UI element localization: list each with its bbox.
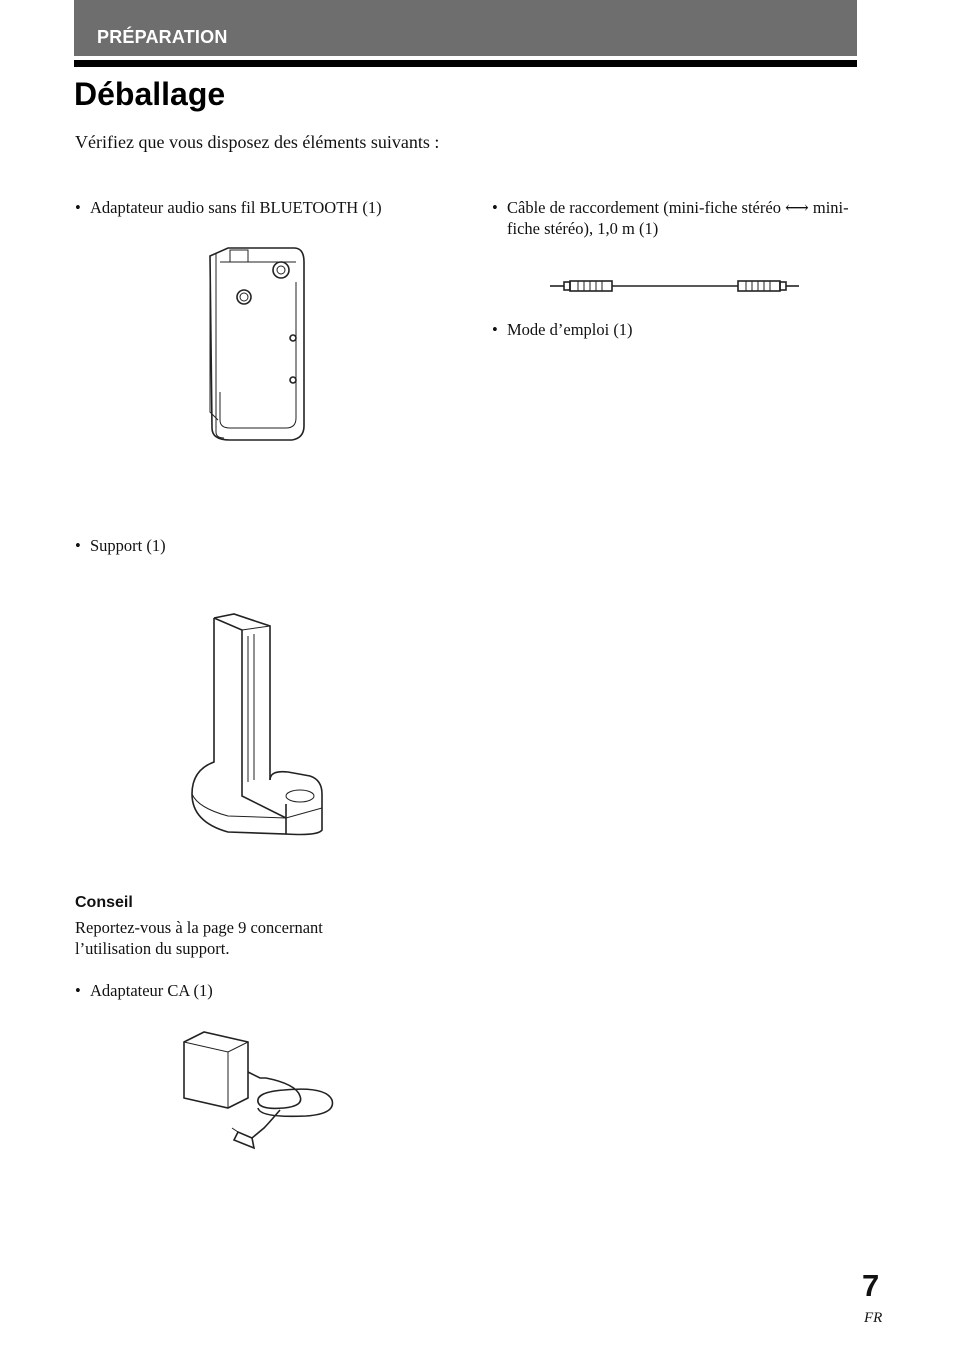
bullet-dot: • (75, 536, 81, 555)
bullet-dot: • (75, 198, 81, 217)
stand-illustration (188, 612, 328, 842)
bluetooth-adapter-illustration (200, 242, 312, 447)
section-label: PRÉPARATION (97, 27, 228, 47)
list-item-manual (492, 319, 852, 340)
list-item-stand (75, 535, 445, 556)
item-label: Support (1) (90, 536, 166, 555)
list-item-bluetooth-adapter (75, 197, 445, 218)
item-label: Adaptateur CA (1) (90, 981, 213, 1000)
bullet-dot: • (75, 981, 81, 1000)
list-item-ac-adapter (75, 980, 445, 1001)
item-label: Câble de raccordement (mini-fiche stéréo ⟷ mini-fiche stéréo), 1,0 m (1) (507, 198, 849, 238)
tip-text: Reportez-vous à la page 9 concernant l’utilisation du support. (75, 918, 323, 958)
section-header-bar (74, 0, 857, 56)
cable-illustration (548, 276, 802, 296)
header-rule (74, 60, 857, 67)
language-code: FR (864, 1310, 883, 1326)
item-label: Adaptateur audio sans fil BLUETOOTH (1) (90, 198, 382, 217)
tip-title: Conseil (75, 894, 133, 911)
bullet-dot: • (492, 320, 498, 339)
item-label: Mode d’emploi (1) (507, 320, 633, 339)
page-title: Déballage (74, 76, 226, 112)
list-item-cable (492, 197, 852, 239)
ac-adapter-illustration (176, 1028, 341, 1153)
intro-text: Vérifiez que vous disposez des éléments suivants : (75, 132, 440, 152)
bullet-dot: • (492, 198, 498, 217)
page-number: 7 (862, 1268, 880, 1303)
